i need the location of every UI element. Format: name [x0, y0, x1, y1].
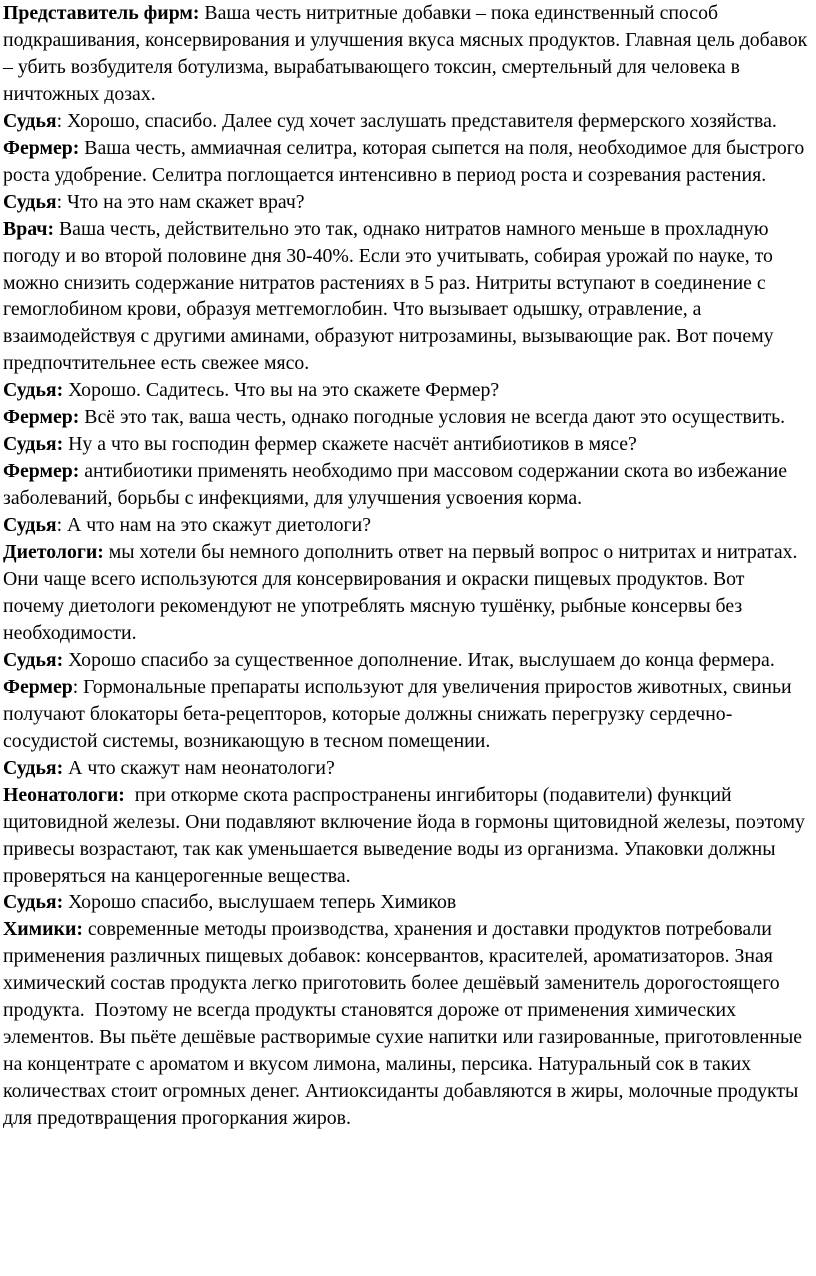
speaker-name: Судья — [3, 190, 57, 213]
speaker-name: Неонатологи — [3, 783, 119, 806]
turn-text: А что скажут нам неонатологи? — [63, 756, 335, 779]
speaker-colon: : — [56, 190, 63, 213]
speaker-colon: : — [97, 541, 104, 564]
turn-text: Что на это нам скажет врач? — [62, 190, 305, 213]
turn-text: Хорошо спасибо за существенное дополнение. Итак, выслушаем до конца фермера. — [63, 648, 775, 671]
dialogue-turn — [3, 189, 810, 216]
turn-text: Ну а что вы господин фермер скажете насчёт антибиотиков в мясе? — [63, 433, 637, 456]
speaker-colon: : — [72, 675, 79, 698]
speaker-colon: : — [56, 756, 64, 779]
speaker-colon: : — [56, 109, 63, 132]
dialogue-turn — [3, 0, 810, 108]
speaker-name: Судья — [3, 756, 57, 779]
speaker-colon: : — [56, 379, 64, 402]
turn-text: Хорошо спасибо, выслушаем теперь Химиков — [63, 891, 457, 914]
speaker-name: Судья — [3, 514, 57, 537]
dialogue-turn — [3, 755, 810, 782]
dialogue-turn — [3, 108, 810, 135]
speaker-name: Врач — [3, 217, 48, 240]
dialogue-turn — [3, 377, 810, 404]
turn-text: Ваша честь, аммиачная селитра, которая сыпется на поля, необходимое для быстрого роста удобрение. Селитра поглощается интенсивно в период роста и созревания растения. — [3, 136, 805, 186]
turn-text: Хорошо, спасибо. Далее суд хочет заслушать представителя фермерского хозяйства. — [62, 109, 777, 132]
speaker-name: Фермер — [3, 460, 73, 483]
speaker-colon: : — [56, 648, 64, 671]
turn-text: Хорошо. Садитесь. Что вы на это скажете Фермер? — [63, 379, 500, 402]
turn-text: Всё это так, ваша честь, однако погодные условия не всегда дают это осуществить. — [79, 406, 786, 429]
turn-text: Ваша честь нитритные добавки – пока единственный способ подкрашивания, консервирования и улучшения вкуса мясных продуктов. Главная цель добавок – убить возбудителя ботулизма, вырабатывающего токсин, смертельный для человека в ничтожных дозах. — [3, 2, 808, 105]
turn-text: Ваша честь, действительно это так, однако нитратов намного меньше в прохладную погоду и во второй половине дня 30-40%. Если это учитывать, собирая урожай по науке, то можно снизить содержание нитратов растениях в 5 раз. Нитриты вступают в соединение с гемоглобином крови, образуя метгемоглобин. Что вызывает одышку, отравление, а взаимодействуя с другими аминами, образуют нитрозамины, вызывающие рак. Вот почему предпочтительнее есть свежее мясо. — [3, 217, 774, 375]
speaker-name: Химики — [3, 918, 77, 941]
speaker-name: Судья — [3, 433, 57, 456]
turn-text: мы хотели бы немного дополнить ответ на первый вопрос о нитритах и нитратах. Они чаще всего используются для консервирования и окраски пищевых продуктов. Вот почему диетологи рекомендуют не употреблять мясную тушёнку, рыбные консервы без необходимости. — [3, 541, 798, 644]
speaker-colon: : — [72, 406, 80, 429]
speaker-name: Судья — [3, 109, 57, 132]
speaker-name: Фермер — [3, 406, 73, 429]
dialogue-turn — [3, 916, 810, 1132]
speaker-colon: : — [118, 783, 125, 806]
speaker-name: Фермер — [3, 675, 73, 698]
speaker-colon: : — [56, 891, 64, 914]
turn-text: современные методы производства, хранения и доставки продуктов потребовали применения различных пищевых добавок: консервантов, красителей, ароматизаторов. Зная химический состав продукта легко приготовить более дешёвый заменитель дорогостоящего продукта. Поэтому не всегда продукты становятся дороже от применения химических элементов. Вы пьёте дешёвые растворимые сухие напитки или газированные, приготовленные на концентрате с ароматом и вкусом лимона, малины, персика. Натуральный сок в таких количествах стоит огромных денег. Антиоксиданты добавляются в жиры, молочные продукты для предотвращения прогоркания жиров. — [3, 918, 808, 1130]
dialogue-turn — [3, 216, 810, 378]
dialogue-turn — [3, 135, 810, 189]
turn-text: антибиотики применять необходимо при массовом содержании скота во избежание заболеваний, борьбы с инфекциями, для улучшения усвоения корма. — [3, 460, 788, 510]
speaker-colon: : — [72, 460, 80, 483]
speaker-name: Представитель фирм — [3, 2, 193, 24]
turn-text: при откорме скота распространены ингибиторы (подавители) функций щитовидной железы. Они подавляют включение йода в гормоны щитовидной железы, поэтому привесы возрастают, так как уменьшается выведение воды из организма. Упаковки должны проверяться на канцерогенные вещества. — [3, 783, 810, 887]
dialogue-turn — [3, 404, 810, 431]
dialogue-turn — [3, 889, 810, 916]
dialogue-turn — [3, 647, 810, 674]
dialogue-turn — [3, 512, 810, 539]
dialogue-turn — [3, 782, 810, 890]
speaker-name: Диетологи — [3, 541, 98, 564]
speaker-name: Судья — [3, 648, 57, 671]
speaker-colon: : — [56, 433, 64, 456]
speaker-colon: : — [72, 136, 80, 159]
speaker-name: Фермер — [3, 136, 73, 159]
speaker-colon: : — [56, 514, 63, 537]
speaker-name: Судья — [3, 891, 57, 914]
speaker-colon: : — [76, 918, 83, 941]
speaker-colon: : — [47, 217, 55, 240]
turn-text: Гормональные препараты используют для увеличения приростов животных, свиньи получают блокаторы бета-рецепторов, которые должны снижать перегрузку сердечно-сосудистой системы, возникающую в тесном помещении. — [3, 675, 792, 752]
speaker-name: Судья — [3, 379, 57, 402]
dialogue-turn — [3, 458, 810, 512]
dialogue-turn — [3, 674, 810, 755]
speaker-colon: : — [192, 2, 200, 24]
turn-text: А что нам на это скажут диетологи? — [62, 514, 372, 537]
dialogue-turn — [3, 539, 810, 647]
dialogue-turn — [3, 431, 810, 458]
